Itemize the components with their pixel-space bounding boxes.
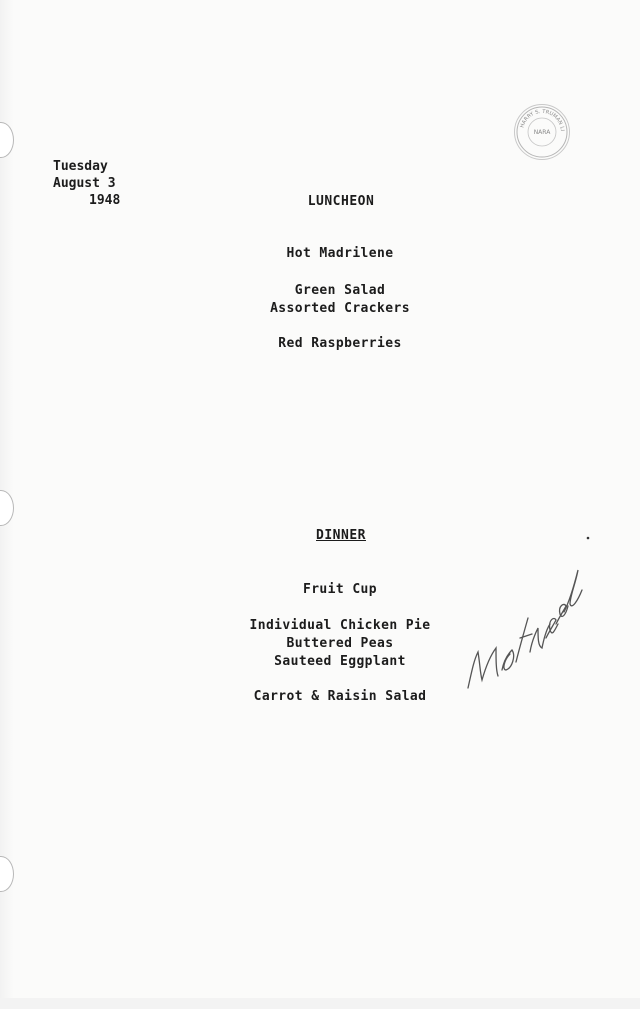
dinner-heading: DINNER: [316, 528, 366, 543]
handwritten-annotation: [450, 520, 590, 700]
luncheon-item-2: Green Salad: [294, 283, 386, 298]
svg-text:HARRY S. TRUMAN LIBRARY: HARRY S. TRUMAN LI: [519, 108, 565, 132]
archive-stamp-seal: [515, 105, 569, 159]
dinner-item-1: Fruit Cup: [302, 582, 378, 597]
dinner-item-2: Individual Chicken Pie: [249, 618, 431, 633]
luncheon-heading: LUNCHEON: [307, 194, 375, 209]
dinner-item-3: Buttered Peas: [286, 636, 394, 651]
handwritten-not-used-signature: [450, 520, 590, 700]
date-block: [53, 158, 120, 209]
date-month-day: August 3: [53, 176, 116, 191]
luncheon-item-4: Red Raspberries: [278, 336, 402, 351]
date-year: 1948: [89, 193, 121, 208]
luncheon-item-3: Assorted Crackers: [270, 301, 410, 316]
page-bottom-edge: [0, 998, 640, 1009]
svg-text:NARA: NARA: [533, 129, 551, 136]
date-weekday: Tuesday: [53, 159, 108, 174]
dinner-item-5: Carrot & Raisin Salad: [253, 689, 427, 704]
archive-stamp: [514, 104, 570, 160]
luncheon-item-1: Hot Madrilene: [286, 246, 394, 261]
dinner-item-4: Sauteed Eggplant: [274, 654, 406, 669]
